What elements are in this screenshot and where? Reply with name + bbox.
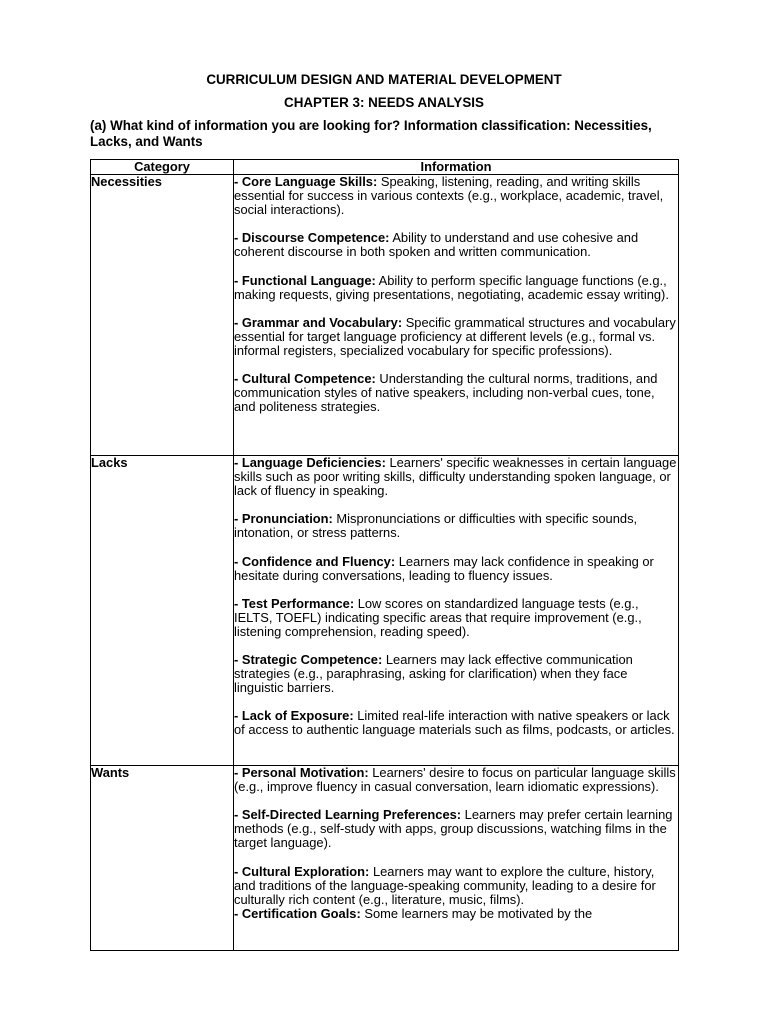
information-cell xyxy=(234,456,679,766)
item-label: - Cultural Competence: xyxy=(234,371,376,387)
table-header-row xyxy=(91,160,679,175)
item-label: - Lack of Exposure: xyxy=(234,708,354,724)
list-item xyxy=(234,808,678,850)
list-item xyxy=(234,555,678,583)
information-column-header: Information xyxy=(234,160,679,175)
list-item xyxy=(234,456,678,498)
item-label: - Cultural Exploration: xyxy=(234,863,370,879)
item-text: Ability to perform specific language functions (e.g., making requests, giving presentations, negotiating, academic essay writing). xyxy=(234,272,669,302)
list-item xyxy=(234,512,678,540)
list-item xyxy=(234,865,678,907)
item-text: Learners may lack confidence in speaking or hesitate during conversations, leading to fluency issues. xyxy=(234,553,654,583)
item-text: Ability to understand and use cohesive and coherent discourse in both spoken and written communication. xyxy=(234,230,639,260)
list-item xyxy=(234,709,678,737)
list-item xyxy=(234,653,678,695)
document-title: CURRICULUM DESIGN AND MATERIAL DEVELOPMENT xyxy=(206,72,562,87)
item-text: Learners may lack effective communication strategies (e.g., paraphrasing, asking for clarification) when they face linguistic barriers. xyxy=(234,652,633,696)
list-item xyxy=(234,316,678,358)
category-column-header: Category xyxy=(91,160,234,175)
table-row-wants xyxy=(91,766,679,951)
item-text: Learners' specific weaknesses in certain language skills such as poor writing skills, difficulty understanding spoken language, or lack of fluency in speaking. xyxy=(234,456,677,499)
item-label: - Certification Goals: xyxy=(234,905,361,921)
item-label: - Language Deficiencies: xyxy=(234,456,386,471)
list-item xyxy=(234,907,678,921)
table-row-lacks xyxy=(91,456,679,766)
chapter-title: CHAPTER 3: NEEDS ANALYSIS xyxy=(284,95,484,110)
item-label: - Personal Motivation: xyxy=(234,766,369,781)
item-label: - Pronunciation: xyxy=(234,511,333,527)
item-text: Learners may prefer certain learning methods (e.g., self-study with apps, group discussions, watching films in the target language). xyxy=(234,807,673,851)
item-text: Mispronunciations or difficulties with specific sounds, intonation, or stress patterns. xyxy=(234,511,638,541)
item-label: - Discourse Competence: xyxy=(234,230,390,246)
item-label: - Test Performance: xyxy=(234,595,355,611)
item-text: Low scores on standardized language tests (e.g., IELTS, TOEFL) indicating specific areas that require improvement (e.g., listening comprehension, reading speed). xyxy=(234,595,642,639)
item-text: Learners' desire to focus on particular language skills (e.g., improve fluency in casual conversation, learn idiomatic expressions). xyxy=(234,766,676,795)
item-text: Understanding the cultural norms, traditions, and communication styles of native speakers, including non-verbal cues, tone, and politeness strategies. xyxy=(234,371,658,415)
information-cell xyxy=(234,175,679,456)
item-label: - Self-Directed Learning Preferences: xyxy=(234,807,462,823)
information-cell xyxy=(234,766,679,951)
item-text: Speaking, listening, reading, and writing skills essential for success in various contexts (e.g., workplace, academic, travel, social interactions). xyxy=(234,175,664,218)
category-cell: Necessities xyxy=(91,175,234,456)
needs-analysis-table xyxy=(90,159,679,951)
item-label: - Strategic Competence: xyxy=(234,652,383,668)
list-item xyxy=(234,231,678,259)
table-row-necessities xyxy=(91,175,679,456)
item-label: - Grammar and Vocabulary: xyxy=(234,314,403,330)
item-label: - Core Language Skills: xyxy=(234,175,378,190)
list-item xyxy=(234,597,678,639)
category-cell: Lacks xyxy=(91,456,234,766)
category-cell: Wants xyxy=(91,766,234,951)
item-label: - Functional Language: xyxy=(234,272,376,288)
item-label: - Confidence and Fluency: xyxy=(234,553,396,569)
list-item xyxy=(234,372,678,414)
question-heading: (a) What kind of information you are looking for? Information classification: Necessities, Lacks, and Wants xyxy=(90,118,652,149)
list-item xyxy=(234,274,678,302)
item-text: Specific grammatical structures and vocabulary essential for target language proficiency at different levels (e.g., formal vs. informal registers, specialized vocabulary for specific professions). xyxy=(234,314,676,358)
list-item xyxy=(234,766,678,794)
item-text: Some learners may be motivated by the xyxy=(360,905,593,921)
item-text: Limited real-life interaction with native speakers or lack of access to authentic language materials such as films, podcasts, or articles. xyxy=(234,708,675,738)
item-text: Learners may want to explore the culture, history, and traditions of the language-speaking community, leading to a desire for culturally rich content (e.g., literature, music, films). xyxy=(234,863,656,907)
list-item xyxy=(234,175,678,217)
